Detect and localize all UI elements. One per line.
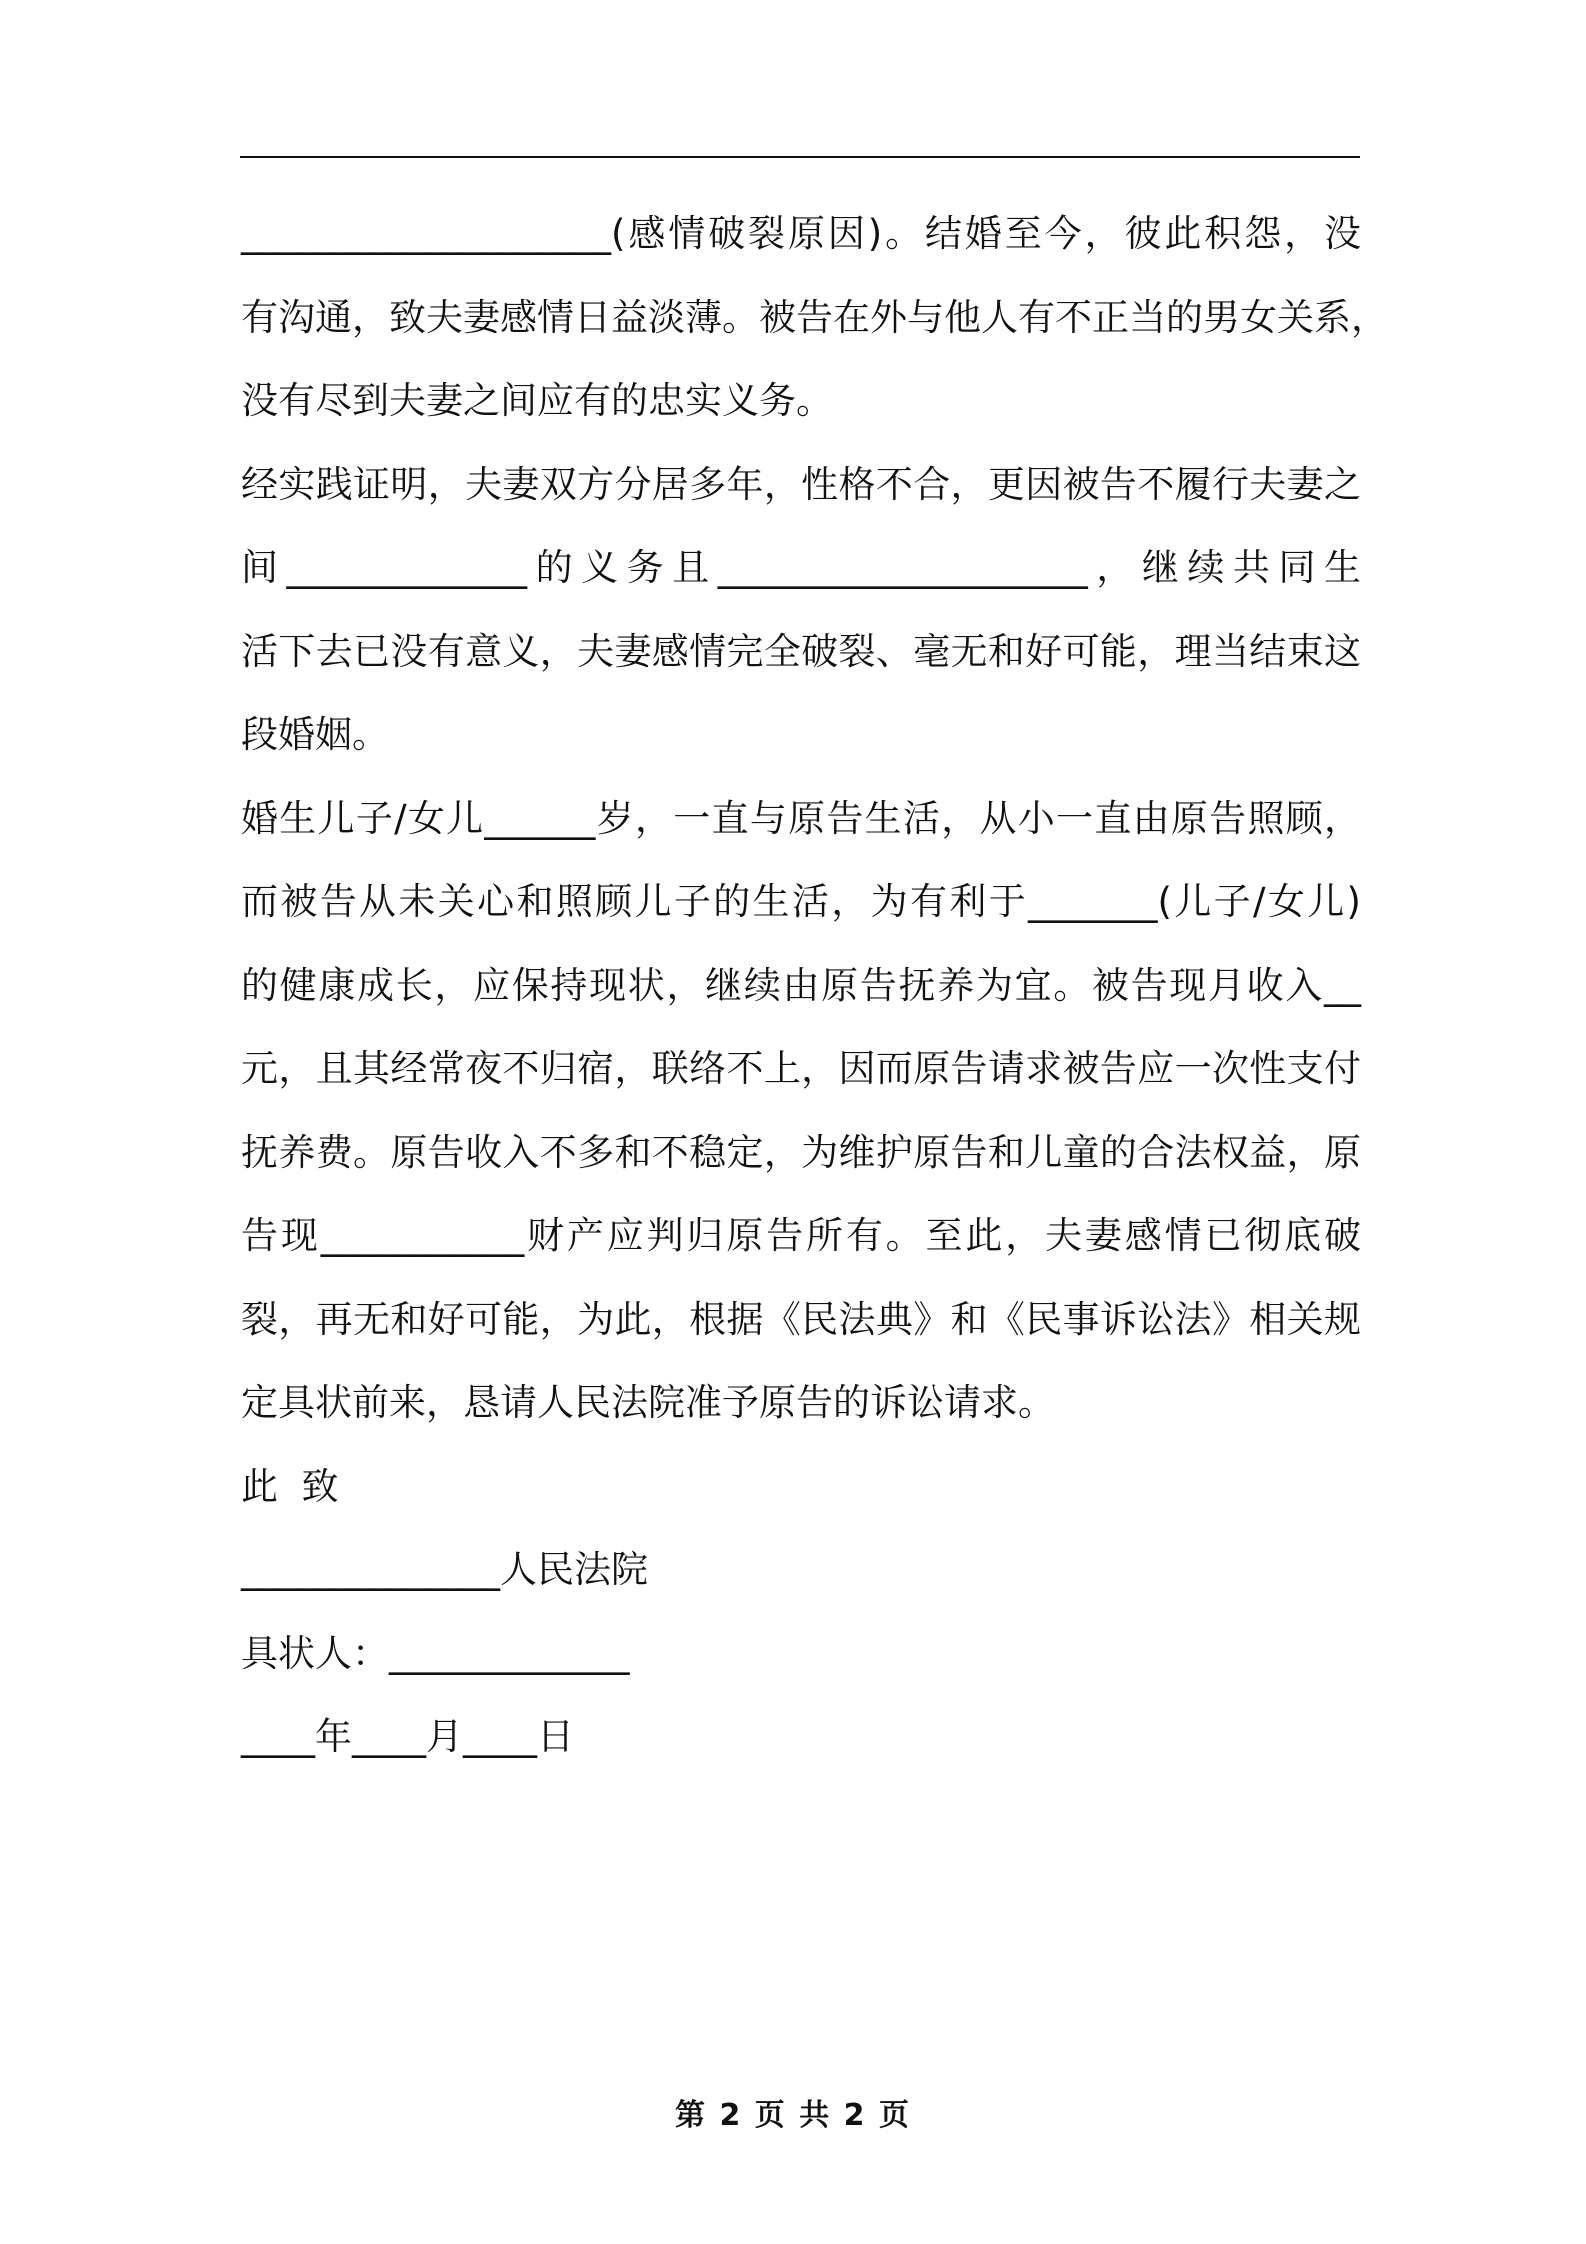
body-line: 段婚姻。	[241, 713, 389, 756]
body-line: ____________________(感情破裂原因)。结婚至今，彼此积怨，没	[241, 212, 1361, 255]
document-body	[241, 192, 1388, 1779]
body-line: 间_____________的义务且____________________，继续共同生	[241, 546, 1361, 589]
body-line: 没有尽到夫妻之间应有的忠实义务。	[241, 379, 833, 422]
body-line: 的健康成长，应保持现状，继续由原告抚养为宜。被告现月收入__	[241, 963, 1361, 1007]
salutation-line: 此 致	[241, 1464, 339, 1508]
body-line: 告现___________财产应判归原告所有。至此，夫妻感情已彻底破	[241, 1214, 1361, 1257]
signer-line: 具状人：_____________	[241, 1631, 630, 1675]
body-line: 裂，再无和好可能，为此，根据《民法典》和《民事诉讼法》相关规	[241, 1297, 1361, 1341]
court-line: ______________人民法院	[241, 1548, 648, 1591]
header-rule	[240, 156, 1360, 158]
body-line: 元，且其经常夜不归宿，联络不上，因而原告请求被告应一次性支付	[241, 1047, 1361, 1090]
body-line: 抚养费。原告收入不多和不稳定，为维护原告和儿童的合法权益，原	[241, 1130, 1361, 1174]
body-line: 婚生儿子/女儿______岁，一直与原告生活，从小一直由原告照顾，	[241, 796, 1361, 840]
body-line: 而被告从未关心和照顾儿子的生活，为有利于_______(儿子/女儿)	[241, 880, 1361, 923]
page-number-footer: 第 2 页 共 2 页	[675, 2098, 911, 2133]
body-line: 活下去已没有意义，夫妻感情完全破裂、毫无和好可能，理当结束这	[241, 629, 1361, 673]
body-line: 经实践证明，夫妻双方分居多年，性格不合，更因被告不履行夫妻之	[241, 462, 1361, 506]
date-line: ____年____月____日	[241, 1715, 574, 1758]
body-line: 有沟通，致夫妻感情日益淡薄。被告在外与他人有不正当的男女关系，	[241, 295, 1388, 339]
body-line: 定具状前来，恳请人民法院准予原告的诉讼请求。	[241, 1381, 1055, 1424]
